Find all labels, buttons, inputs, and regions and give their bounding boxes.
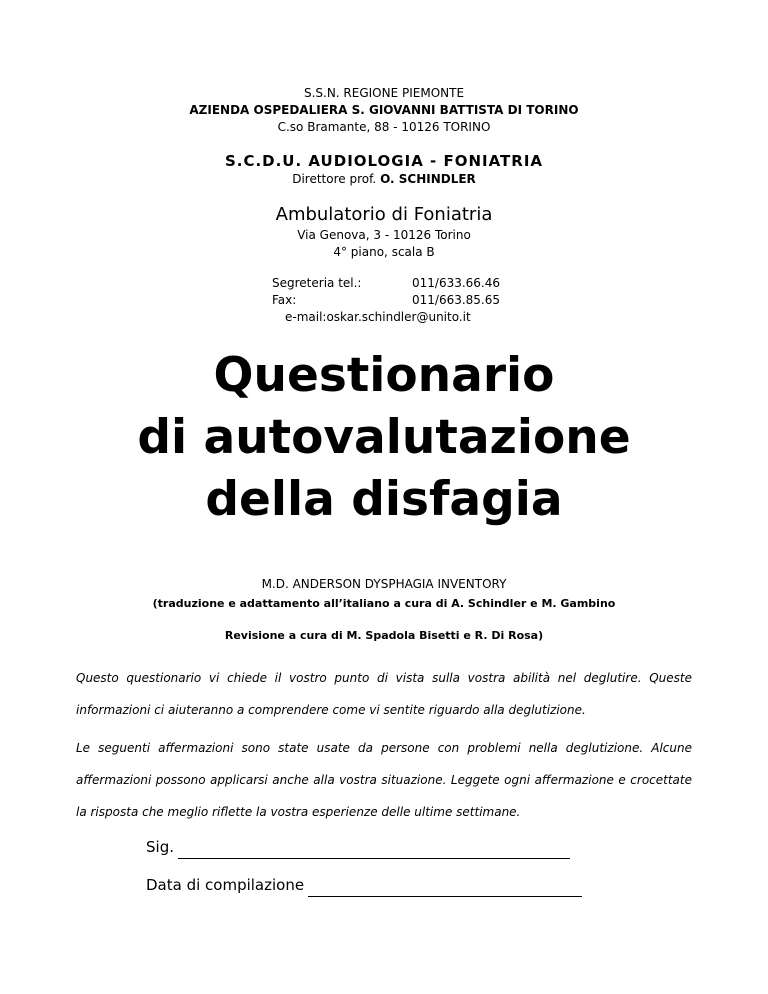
- phone-value: 011/633.66.46: [412, 276, 501, 290]
- institution-header: [0, 85, 768, 136]
- date-field-row: [146, 873, 606, 897]
- department-block: [0, 151, 768, 188]
- source-revision: Revisione a cura di M. Spadola Bisetti e R. Di Rosa): [224, 629, 544, 642]
- intro-paragraph-1: Questo questionario vi chiede il vostro punto di vista sulla vostra abilità nel deglutire. Queste informazioni ci aiuteranno a comprendere come vi sentite riguardo alla deglutizione.: [76, 671, 692, 717]
- title-line-3: della disfagia: [205, 472, 563, 527]
- department-director: [0, 171, 768, 188]
- fax-value: 011/663.85.65: [412, 293, 501, 307]
- email-text: e-mail:oskar.schindler@unito.it: [285, 310, 471, 324]
- phone-label: Segreteria tel.:: [272, 276, 362, 290]
- email-row: [272, 309, 532, 326]
- name-blank-line[interactable]: [178, 844, 570, 859]
- director-name: O. SCHINDLER: [380, 172, 476, 186]
- clinic-block: [0, 203, 768, 261]
- title-line-1: Questionario: [213, 348, 555, 403]
- fax-label: Fax:: [272, 293, 297, 307]
- intro-paragraph-2: Le seguenti affermazioni sono state usate da persone con problemi nella deglutizione. Alcune affermazioni possono applicarsi anche alla vostra situazione. Leggete ogni affermazione e crocettate la risposta che meglio riflette la vostra esperienze delle ultime settimane.: [76, 741, 692, 819]
- title-line-2: di autovalutazione: [137, 410, 631, 465]
- document-title: [0, 345, 768, 531]
- phone-row: [272, 275, 532, 292]
- header-address: C.so Bramante, 88 - 10126 TORINO: [277, 120, 491, 134]
- name-field-row: [146, 835, 606, 859]
- clinic-name: Ambulatorio di Foniatria: [275, 204, 493, 225]
- contacts-block: [272, 275, 532, 326]
- header-hospital: AZIENDA OSPEDALIERA S. GIOVANNI BATTISTA DI TORINO: [189, 103, 579, 117]
- source-name: M.D. ANDERSON DYSPHAGIA INVENTORY: [261, 577, 507, 591]
- source-block: [0, 574, 768, 646]
- date-blank-line[interactable]: [308, 882, 582, 897]
- header-region: S.S.N. REGIONE PIEMONTE: [303, 86, 465, 100]
- clinic-floor: 4° piano, scala B: [333, 245, 435, 259]
- fax-row: [272, 292, 532, 309]
- form-fields: [146, 835, 606, 911]
- date-label: Data di compilazione: [146, 876, 305, 894]
- director-prefix: Direttore prof.: [292, 172, 377, 186]
- clinic-address: Via Genova, 3 - 10126 Torino: [297, 228, 471, 242]
- name-label: Sig.: [146, 838, 174, 856]
- department-name: S.C.D.U. AUDIOLOGIA - FONIATRIA: [224, 152, 544, 170]
- source-credit: (traduzione e adattamento all’italiano a cura di A. Schindler e M. Gambino: [152, 597, 616, 610]
